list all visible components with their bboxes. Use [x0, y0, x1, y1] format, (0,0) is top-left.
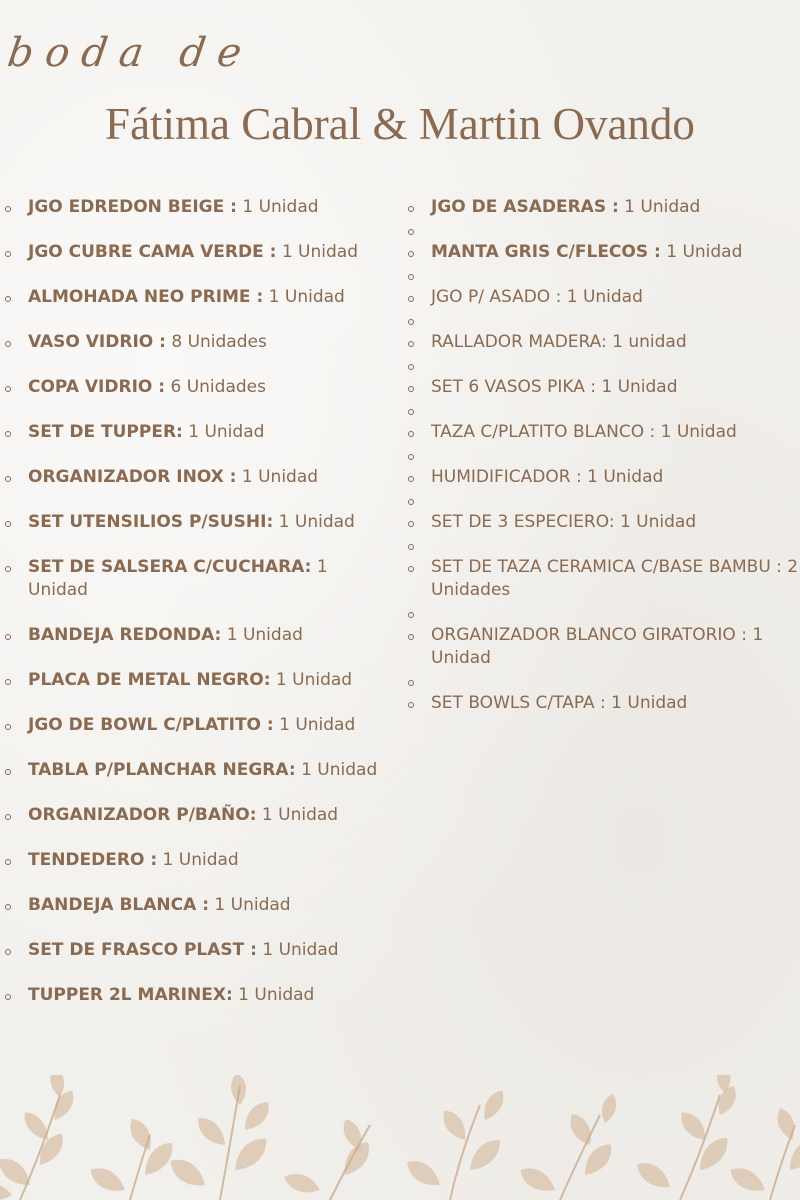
bullet-icon [408, 476, 414, 482]
bullet-icon [5, 679, 11, 685]
item-name: TUPPER 2L MARINEX: [28, 985, 233, 1005]
list-item [408, 421, 800, 444]
bullet-icon [408, 319, 414, 325]
bullet-icon [5, 476, 11, 482]
bullet-icon [408, 612, 414, 618]
item-name: PLACA DE METAL NEGRO: [28, 670, 271, 690]
script-title: boda de [4, 30, 257, 76]
bullet-icon [408, 409, 414, 415]
item-qty: 1 Unidad [182, 422, 265, 442]
bullet-icon [5, 431, 11, 437]
item-qty: 1 Unidad [618, 197, 701, 217]
list-item [5, 241, 385, 264]
bullet-icon [5, 296, 11, 302]
bullet-icon [408, 251, 414, 257]
list-item [5, 984, 385, 1007]
item-name: HUMIDIFICADOR : 1 Unidad [431, 467, 664, 487]
item-name: ALMOHADA NEO PRIME : [28, 287, 264, 307]
leaf-icon [0, 1152, 36, 1192]
bullet-icon [5, 994, 11, 1000]
list-item [5, 759, 385, 782]
bullet-icon [5, 634, 11, 640]
list-item [5, 421, 385, 444]
leaf-icon [0, 1181, 13, 1200]
item-name: SET DE TUPPER: [28, 422, 183, 442]
leaf-icon [281, 1169, 322, 1198]
gift-list-left [5, 196, 385, 1029]
bullet-icon [5, 904, 11, 910]
leaf-icon [598, 1092, 619, 1124]
item-qty: 1 Unidad [28, 557, 328, 600]
bullet-icon [408, 386, 414, 392]
leaf-icon [578, 1139, 618, 1181]
bullet-icon [408, 341, 414, 347]
list-item [408, 241, 800, 264]
item-name: TABLA P/PLANCHAR NEGRA: [28, 760, 296, 780]
item-name: BANDEJA REDONDA: [28, 625, 222, 645]
bullet-icon [408, 206, 414, 212]
bullet-icon [408, 296, 414, 302]
item-name: COPA VIDRIO : [28, 377, 166, 397]
list-item [5, 624, 385, 647]
item-qty: 1 Unidad [236, 467, 319, 487]
item-qty: 1 Unidad [236, 197, 319, 217]
list-item [5, 804, 385, 827]
list-item [408, 511, 800, 534]
list-item [408, 286, 800, 309]
leaf-icon [773, 1105, 799, 1142]
item-qty: 1 Unidad [256, 805, 339, 825]
item-qty: 1 Unidad [209, 895, 291, 915]
bullet-icon [408, 680, 414, 686]
leaf-decoration [0, 1075, 800, 1200]
bullet-icon [5, 386, 11, 392]
bullet-icon [5, 341, 11, 347]
item-qty: 1 Unidad [273, 715, 356, 735]
bullet-icon [408, 229, 414, 235]
item-qty: 1 Unidad [232, 985, 315, 1005]
list-item [5, 669, 385, 692]
bullet-icon [408, 499, 414, 505]
bullet-icon [5, 859, 11, 865]
list-item [408, 376, 800, 399]
bullet-icon [408, 544, 414, 550]
leaf-icon [228, 1132, 273, 1177]
bullet-icon [408, 454, 414, 460]
leaf-icon [125, 1115, 157, 1154]
list-item [5, 511, 385, 534]
item-name: JGO CUBRE CAMA VERDE : [28, 242, 277, 262]
bullet-icon [5, 949, 11, 955]
leaf-icon [479, 1087, 509, 1124]
item-name: TAZA C/PLATITO BLANCO : 1 Unidad [431, 422, 737, 442]
bullet-icon [5, 566, 11, 572]
bullet-icon [408, 634, 414, 640]
item-qty: 1 Unidad [157, 850, 239, 870]
list-item [5, 556, 385, 602]
item-name: JGO EDREDON BEIGE : [28, 197, 237, 217]
leaf-icon [726, 1162, 770, 1198]
item-name: SET UTENSILIOS P/SUSHI: [28, 512, 274, 532]
item-qty: 1 Unidad [263, 287, 345, 307]
leaf-icon [783, 1134, 800, 1176]
list-item [5, 939, 385, 962]
item-name: SET BOWLS C/TAPA : 1 Unidad [431, 693, 688, 713]
leaf-icon [165, 1153, 211, 1193]
item-name: SET DE FRASCO PLAST : [28, 940, 257, 960]
list-item [5, 376, 385, 399]
list-item [5, 286, 385, 309]
list-item [408, 331, 800, 354]
list-item [5, 714, 385, 737]
leaf-icon [632, 1157, 675, 1195]
leaf-icon [239, 1097, 275, 1135]
item-name: MANTA GRIS C/FLECOS : [431, 242, 661, 262]
list-item [5, 849, 385, 872]
list-item [5, 331, 385, 354]
bullet-icon [408, 566, 414, 572]
leaf-icon [86, 1162, 130, 1198]
bullet-icon [408, 274, 414, 280]
item-qty: 1 Unidad [256, 940, 339, 960]
item-qty: 1 Unidad [276, 242, 359, 262]
bullet-icon [408, 521, 414, 527]
bullet-icon [5, 251, 11, 257]
bullet-icon [408, 431, 414, 437]
leaf-icon [464, 1134, 506, 1176]
item-name: SET 6 VASOS PIKA : 1 Unidad [431, 377, 678, 397]
bullet-icon [5, 206, 11, 212]
item-name: JGO DE BOWL C/PLATITO : [28, 715, 274, 735]
item-name: BANDEJA BLANCA : [28, 895, 209, 915]
bullet-icon [5, 724, 11, 730]
list-item [408, 196, 800, 219]
item-name: ORGANIZADOR P/BAÑO: [28, 805, 257, 825]
list-item [408, 466, 800, 489]
item-name: JGO DE ASADERAS : [431, 197, 619, 217]
gift-list-right [408, 196, 800, 737]
bullet-icon [5, 769, 11, 775]
item-name: ORGANIZADOR BLANCO GIRATORIO : 1 Unidad [431, 625, 764, 668]
list-item [408, 692, 800, 715]
bullet-icon [5, 814, 11, 820]
item-qty: 8 Unidades [165, 332, 267, 352]
bullet-icon [408, 364, 414, 370]
item-qty: 1 Unidad [273, 512, 355, 532]
item-name: JGO P/ ASADO : 1 Unidad [431, 287, 643, 307]
list-item [5, 466, 385, 489]
item-qty: 1 Unidad [660, 242, 743, 262]
item-name: SET DE 3 ESPECIERO: 1 Unidad [431, 512, 697, 532]
bullet-icon [5, 521, 11, 527]
item-name: TENDEDERO : [28, 850, 158, 870]
item-qty: 1 Unidad [270, 670, 353, 690]
item-name: RALLADOR MADERA: 1 unidad [431, 332, 687, 352]
list-item [5, 894, 385, 917]
couple-names: Fátima Cabral & Martin Ovando [105, 99, 695, 149]
list-item [5, 196, 385, 219]
item-name: VASO VIDRIO : [28, 332, 166, 352]
leaf-icon [676, 1107, 712, 1145]
leaf-icon [402, 1155, 445, 1193]
item-name: SET DE SALSERA C/CUCHARA: [28, 557, 312, 577]
list-item [408, 624, 800, 670]
item-qty: 1 Unidad [295, 760, 378, 780]
item-qty: 6 Unidades [165, 377, 266, 397]
leaf-icon [192, 1112, 231, 1151]
item-name: SET DE TAZA CERAMICA C/BASE BAMBU : 2 Unidades [431, 557, 799, 600]
list-item [408, 556, 800, 602]
item-name: ORGANIZADOR INOX : [28, 467, 237, 487]
bullet-icon [408, 702, 414, 708]
item-qty: 1 Unidad [221, 625, 303, 645]
leaf-icon [516, 1162, 560, 1198]
